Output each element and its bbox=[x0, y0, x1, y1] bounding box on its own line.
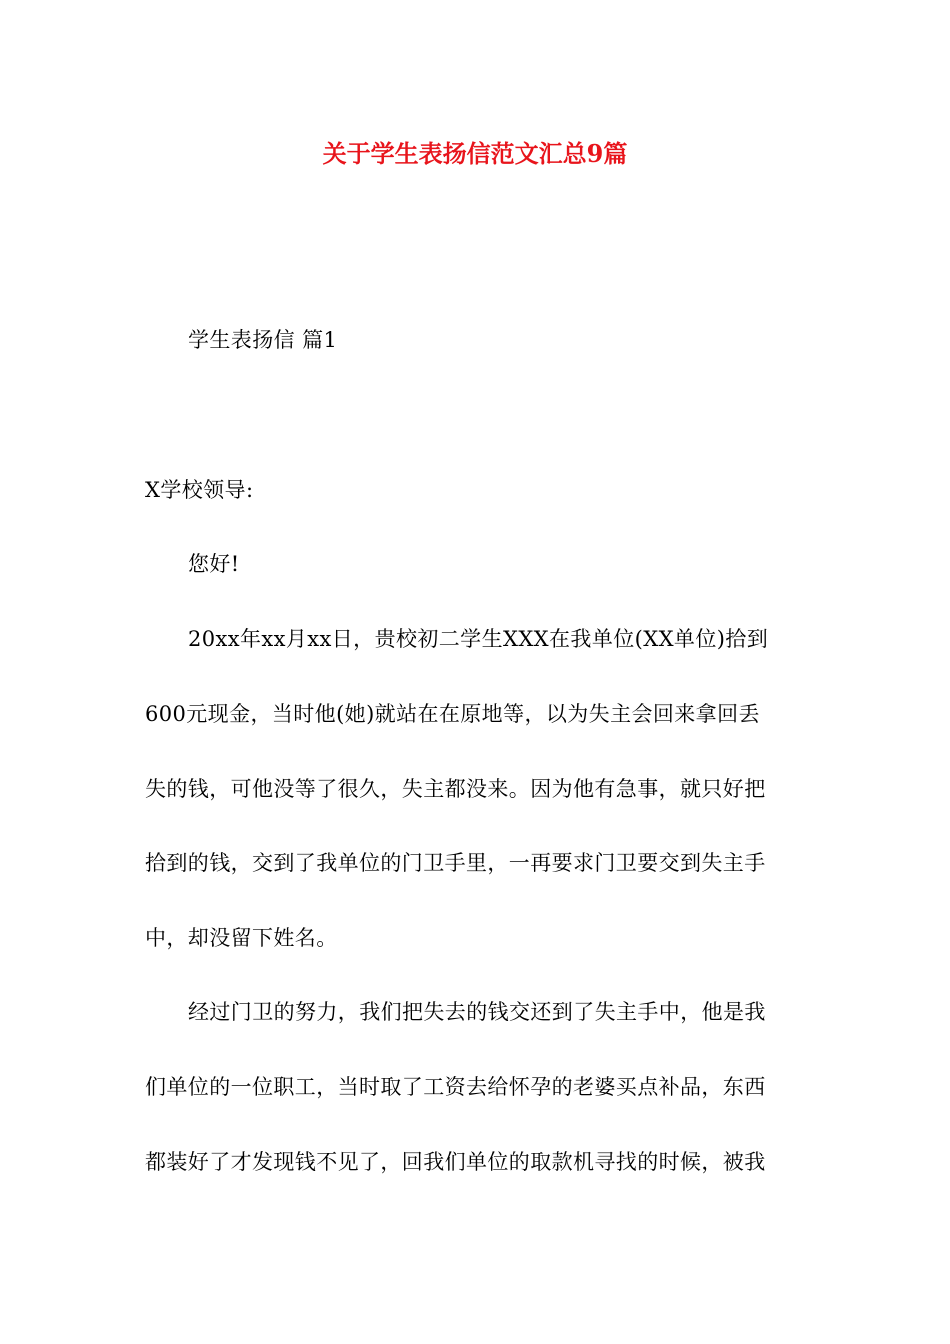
paragraph-line: 都装好了才发现钱不见了，回我们单位的取款机寻找的时候，被我 bbox=[145, 1150, 766, 1174]
paragraph-line: 失的钱，可他没等了很久，失主都没来。因为他有急事，就只好把 bbox=[145, 777, 766, 801]
greeting: 您好! bbox=[188, 552, 240, 576]
section-heading: 学生表扬信 篇1 bbox=[188, 328, 338, 352]
paragraph-line: 们单位的一位职工，当时取了工资去给怀孕的老婆买点补品，东西 bbox=[145, 1075, 766, 1099]
paragraph-line: 经过门卫的努力，我们把失去的钱交还到了失主手中，他是我 bbox=[188, 1000, 766, 1024]
document-title: 关于学生表扬信范文汇总9篇 bbox=[322, 139, 628, 168]
paragraph-line: 600元现金，当时他(她)就站在在原地等，以为失主会回来拿回丢 bbox=[145, 702, 760, 726]
paragraph-line: 拾到的钱，交到了我单位的门卫手里，一再要求门卫要交到失主手 bbox=[145, 851, 766, 875]
paragraph-line: 中，却没留下姓名。 bbox=[145, 926, 338, 950]
salutation: X学校领导: bbox=[145, 478, 254, 502]
paragraph-line: 20xx年xx月xx日，贵校初二学生XXX在我单位(XX单位)拾到 bbox=[188, 627, 769, 651]
